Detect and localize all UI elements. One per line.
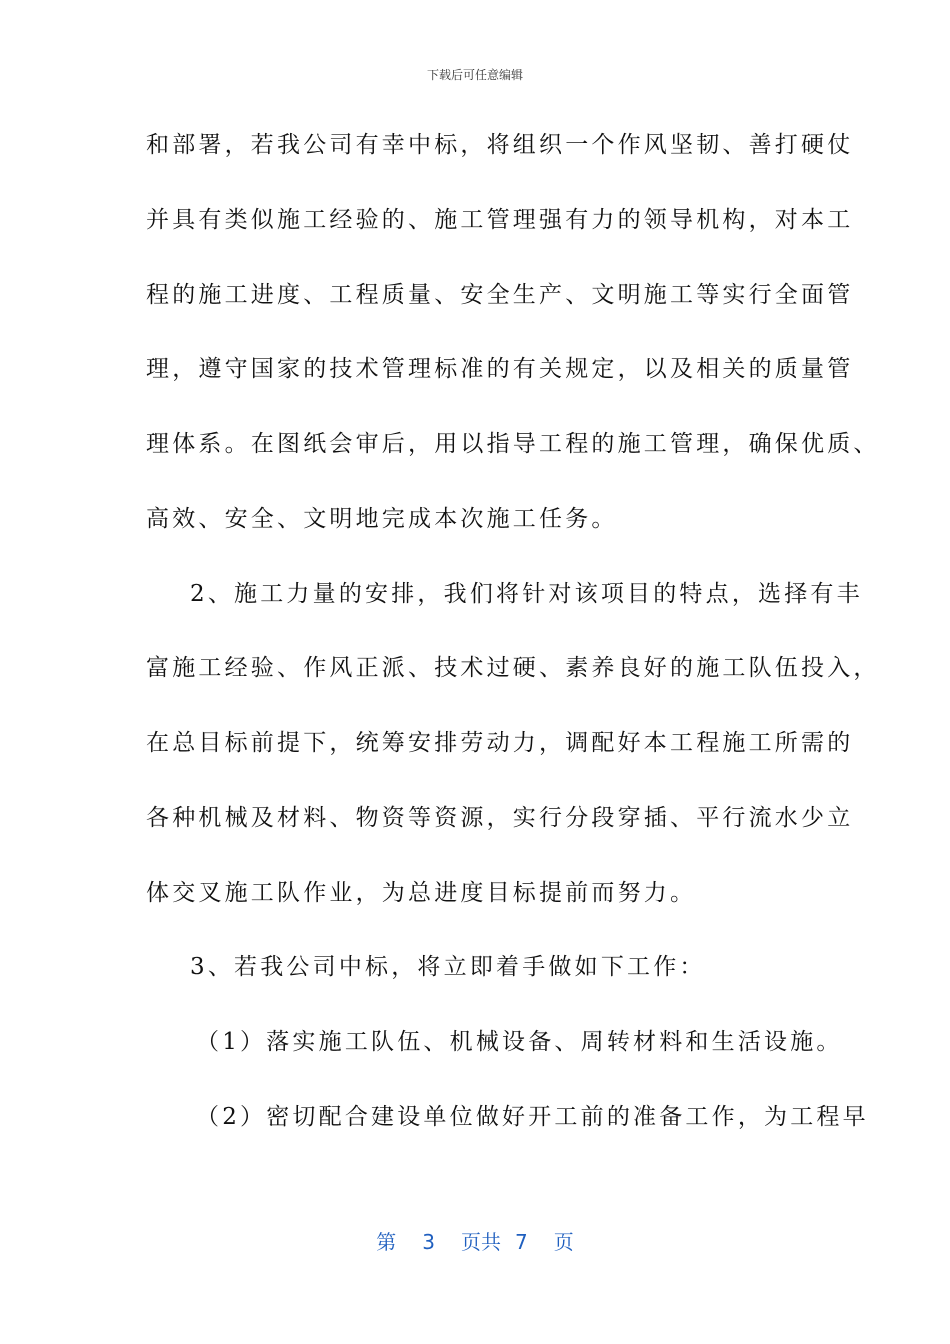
page-header: 下载后可任意编辑 [426, 68, 523, 82]
text-line: 体交叉施工队作业，为总进度目标提前而努力。 [146, 880, 697, 906]
text-line: 理，遵守国家的技术管理标准的有关规定，以及相关的质量管 [146, 356, 854, 382]
text-line: 和部署，若我公司有幸中标，将组织一个作风坚韧、善打硬仗 [146, 132, 854, 158]
text-line: 在总目标前提下，统筹安排劳动力，调配好本工程施工所需的 [146, 730, 854, 756]
text-line: （1）落实施工队伍、机械设备、周转材料和生活设施。 [196, 1029, 843, 1055]
text-line: 2、施工力量的安排，我们将针对该项目的特点，选择有丰 [190, 581, 863, 607]
text-line: 3、若我公司中标，将立即着手做如下工作： [190, 954, 706, 980]
page-footer [0, 1226, 950, 1255]
current-page-number: 3 [422, 1230, 435, 1254]
text-line: 理体系。在图纸会审后，用以指导工程的施工管理，确保优质、 [146, 431, 880, 457]
footer-prefix: 第 [376, 1230, 397, 1254]
text-line: 富施工经验、作风正派、技术过硬、素养良好的施工队伍投入， [146, 655, 880, 681]
footer-suffix: 页 [553, 1230, 574, 1254]
total-page-count: 7 [515, 1230, 528, 1254]
text-line: 程的施工进度、工程质量、安全生产、文明施工等实行全面管 [146, 282, 854, 308]
text-line: 高效、安全、文明地完成本次施工任务。 [146, 506, 618, 532]
text-line: 并具有类似施工经验的、施工管理强有力的领导机构，对本工 [146, 207, 854, 233]
text-line: （2）密切配合建设单位做好开工前的准备工作，为工程早 [196, 1104, 869, 1130]
footer-middle: 页共 [461, 1230, 501, 1254]
text-line: 各种机械及材料、物资等资源，实行分段穿插、平行流水少立 [146, 805, 854, 831]
